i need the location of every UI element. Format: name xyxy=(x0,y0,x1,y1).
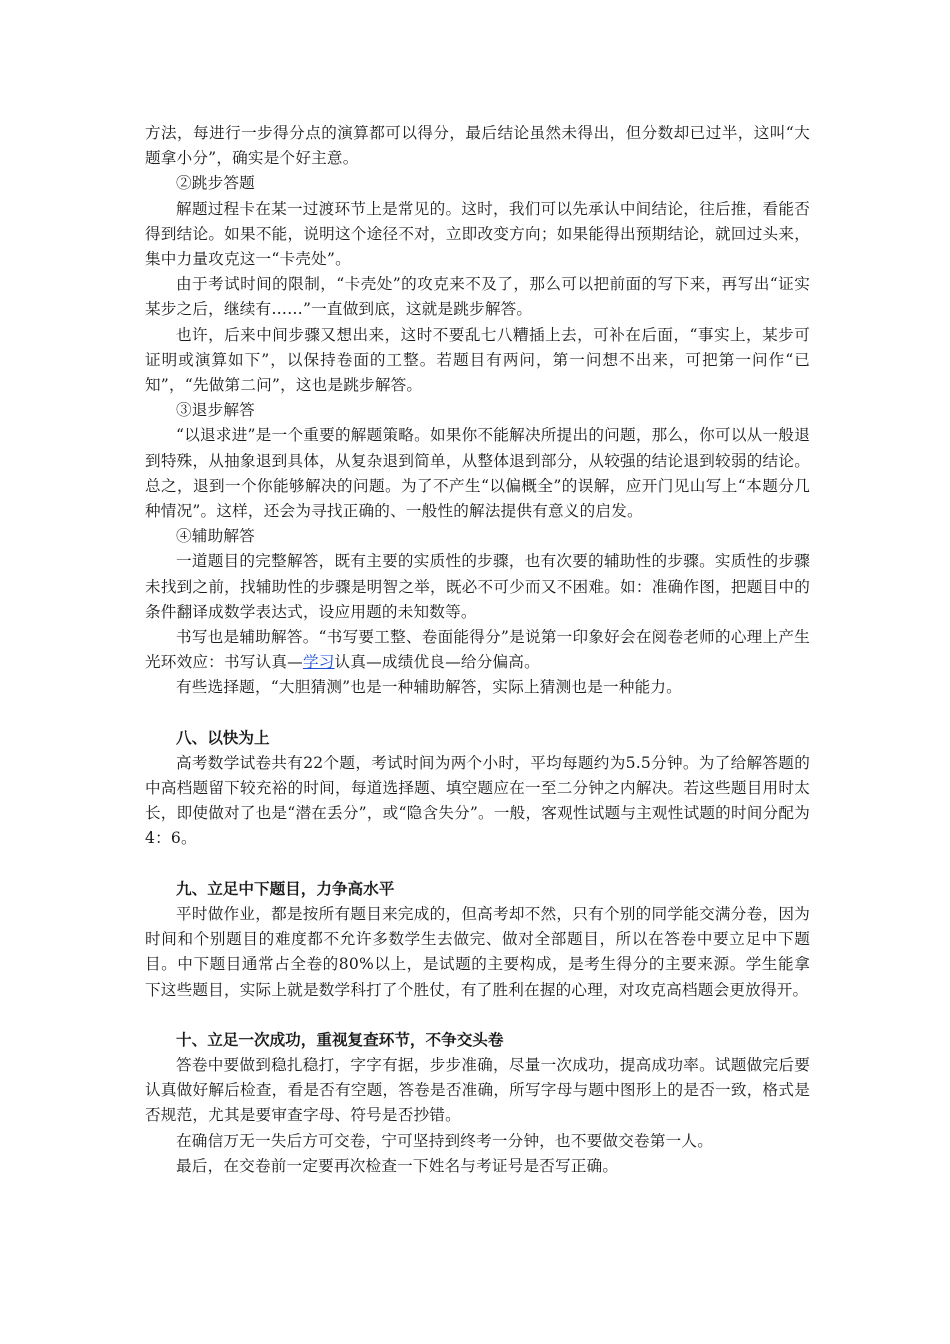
section-heading-10: 十、立足一次成功，重视复查环节，不争交头卷 xyxy=(176,1030,504,1049)
auxiliary-paragraph-2-start: 书写也是辅助解答。“书写要工整、卷面能得分”是说第一印象好会在阅卷老师的心理上产生光环效应：书写认真— xyxy=(145,628,810,672)
section-8-paragraph: 高考数学试卷共有22个题，考试时间为两个小时，平均每题约为5.5分钟。为了给解答题的中高档题留下较充裕的时间，每道选择题、填空题应在一至二分钟之内解决。若这些题目用时太长，即使做对了也是“潜在丢分”，或“隐含失分”。一般，客观性试题与主观性试题的时间分配为4：6。 xyxy=(145,753,810,848)
jump-paragraph-1: 解题过程卡在某一过渡环节上是常见的。这时，我们可以先承认中间结论，往后推，看能否得到结论。如果不能，说明这个途径不对，立即改变方向；如果能得出预期结论，就回过头来，集中力量攻克这一“卡壳处”。 xyxy=(145,199,810,269)
section-heading-9: 九、立足中下题目，力争高水平 xyxy=(176,879,395,898)
jump-paragraph-2: 由于考试时间的限制，“卡壳处”的攻克来不及了，那么可以把前面的写下来，再写出“证实某步之后，继续有……”一直做到底，这就是跳步解答。 xyxy=(145,275,810,319)
section-10-paragraph-2: 在确信万无一失后方可交卷，宁可坚持到终考一分钟，也不要做交卷第一人。 xyxy=(176,1131,713,1150)
section-10-paragraph-1: 答卷中要做到稳扎稳打，字字有据，步步准确，尽量一次成功，提高成功率。试题做完后要认真做好解后检查，看是否有空题，答卷是否准确，所写字母与题中图形上的是否一致，格式是否规范，尤其是要审查字母、符号是否抄错。 xyxy=(145,1055,810,1125)
section-spacer xyxy=(145,852,810,877)
auxiliary-paragraph-2 xyxy=(145,625,810,675)
section-spacer xyxy=(145,701,810,726)
subheading-auxiliary-answer: ④辅助解答 xyxy=(176,527,255,546)
section-9-paragraph: 平时做作业，都是按所有题目来完成的，但高考却不然，只有个别的同学能交满分卷，因为时间和个别题目的难度都不允许多数学生去做完、做对全部题目，所以在答卷中要立足中下题目。中下题目通常占全卷的80%以上，是试题的主要构成，是考生得分的主要来源。学生能拿下这些题目，实际上就是数学科打了个胜仗，有了胜利在握的心理，对攻克高档题会更放得开。 xyxy=(145,904,810,999)
study-link[interactable]: 学习 xyxy=(302,653,335,672)
intro-paragraph: 方法，每进行一步得分点的演算都可以得分，最后结论虽然未得出，但分数却已过半，这叫“大题拿小分”，确实是个好主意。 xyxy=(145,124,810,168)
auxiliary-paragraph-2-end: 认真—成绩优良—给分偏高。 xyxy=(334,653,540,672)
auxiliary-paragraph-1: 一道题目的完整解答，既有主要的实质性的步骤，也有次要的辅助性的步骤。实质性的步骤未找到之前，找辅助性的步骤是明智之举，既必不可少而又不困难。如：准确作图，把题目中的条件翻译成数学表达式，设应用题的未知数等。 xyxy=(145,552,810,621)
subheading-retreat-answer: ③退步解答 xyxy=(176,401,255,420)
auxiliary-paragraph-3: 有些选择题，“大胆猜测”也是一种辅助解答，实际上猜测也是一种能力。 xyxy=(176,678,682,697)
section-spacer xyxy=(145,1003,810,1028)
section-10-paragraph-3: 最后，在交卷前一定要再次检查一下姓名与考证号是否写正确。 xyxy=(176,1156,619,1175)
retreat-paragraph: “以退求进”是一个重要的解题策略。如果你不能解决所提出的问题，那么，你可以从一般退到特殊，从抽象退到具体，从复杂退到简单，从整体退到部分，从较强的结论退到较弱的结论。总之，退到一个你能够解决的问题。为了不产生“以偏概全”的误解，应开门见山写上“本题分几种情况”。这样，还会为寻找正确的、一般性的解法提供有意义的启发。 xyxy=(145,426,810,521)
subheading-jump-answer: ②跳步答题 xyxy=(176,174,255,193)
jump-paragraph-3: 也许，后来中间步骤又想出来，这时不要乱七八糟插上去，可补在后面，“事实上，某步可证明或演算如下”，以保持卷面的工整。若题目有两问，第一问想不出来，可把第一问作“已知”，“先做第二问”，这也是跳步解答。 xyxy=(145,325,810,395)
section-heading-8: 八、以快为上 xyxy=(176,728,270,747)
